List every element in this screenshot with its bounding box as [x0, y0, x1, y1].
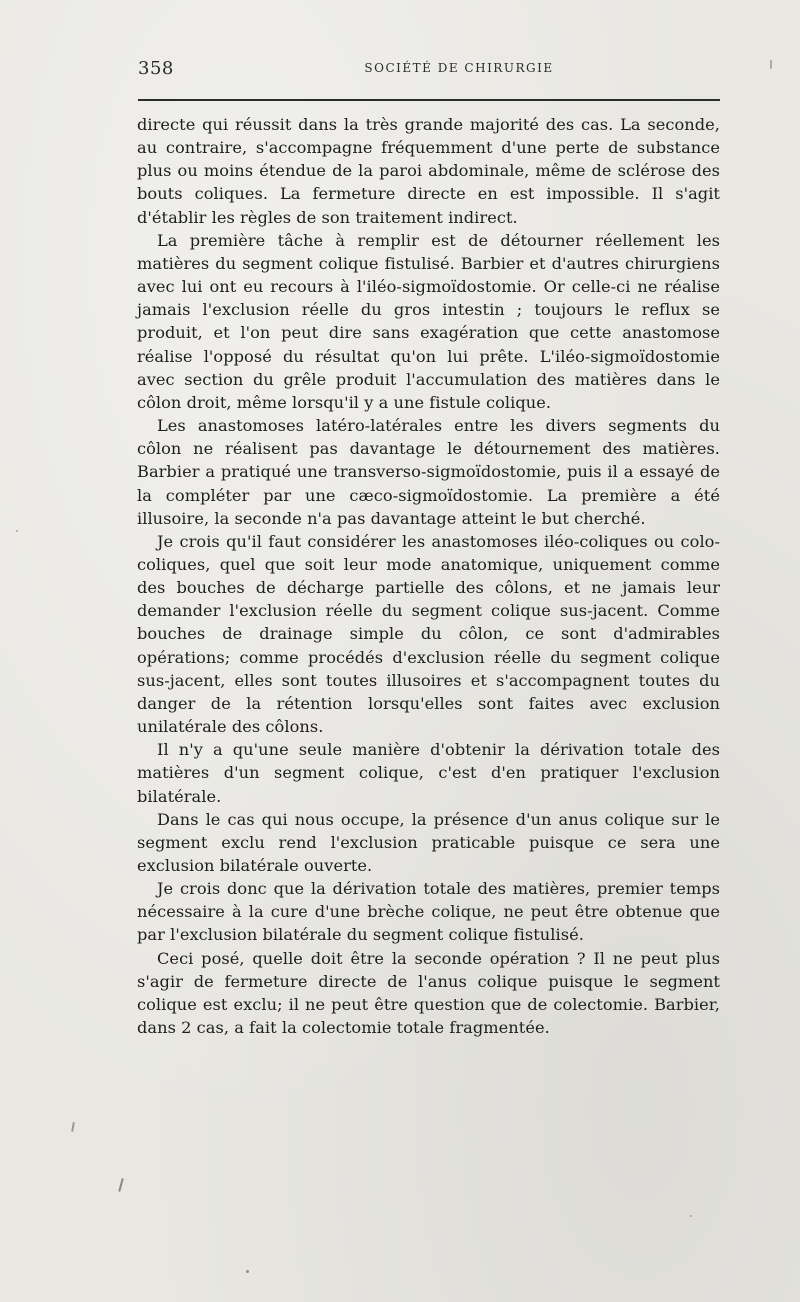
- paragraph: Dans le cas qui nous occupe, la présence d'un anus colique sur le segment exclu rend l'exclusion praticable puisque ce sera une exclusion bilatérale ouverte.: [137, 809, 720, 875]
- paper-speck: [770, 60, 772, 69]
- paper-speck: [71, 1122, 75, 1132]
- paragraph: Je crois donc que la dérivation totale des matières, premier temps nécessaire à la cure d'une brèche colique, ne peut être obtenue que par l'exclusion bilatérale du segment colique fistulisé.: [137, 879, 720, 945]
- paragraph: directe qui réussit dans la très grande majorité des cas. La seconde, au contraire, s'accompagne fréquemment d'une perte de substance plus ou moins étendue de la paroi abdominale, même de sclérose des bouts coliques. La fermeture directe en est impossible. Il s'agit d'établir les règles de son traitement indirect.: [137, 115, 720, 227]
- running-head: [138, 58, 720, 82]
- paper-speck: [246, 1270, 249, 1273]
- paper-speck: [118, 1178, 124, 1192]
- paragraph: Je crois qu'il faut considérer les anastomoses iléo-coliques ou colo-coliques, quel que soit leur mode anatomique, uniquement comme des bouches de décharge partielle des côlons, et ne jamais leur demander l'exclusion réelle du segment colique sus-jacent. Comme bouches de drainage simple du côlon, ce sont d'admirables opérations; comme procédés d'exclusion réelle du segment colique sus-jacent, elles sont toutes illusoires et s'accompagnent toutes du danger de la rétention lorsqu'elles sont faites avec exclusion unilatérale des côlons.: [137, 531, 720, 737]
- paragraph: La première tâche à remplir est de détourner réellement les matières du segment colique fistulisé. Barbier et d'autres chirurgiens avec lui ont eu recours à l'iléo-sigmoïdostomie. Or celle-ci ne réalise jamais l'exclusion réelle du gros intestin ; toujours le reflux se produit, et l'on peut dire sans exagération que cette anastomose réalise l'opposé du résultat qu'on lui prête. L'iléo-sigmoïdostomie avec section du grêle produit l'accumulation des matières dans le côlon droit, même lorsqu'il y a une fistule colique.: [137, 230, 720, 412]
- paper-speck: [16, 530, 18, 532]
- paragraph: Il n'y a qu'une seule manière d'obtenir la dérivation totale des matières d'un segment colique, c'est d'en pratiquer l'exclusion bilatérale.: [137, 740, 720, 806]
- paper-speck: [690, 1215, 692, 1217]
- body-text: [137, 113, 720, 1039]
- paragraph: Les anastomoses latéro-latérales entre les divers segments du côlon ne réalisent pas davantage le détournement des matières. Barbier a pratiqué une transverso-sigmoïdostomie, puis il a essayé de la compléter par une cæco-sigmoïdostomie. La première a été illusoire, la seconde n'a pas davantage atteint le but cherché.: [137, 416, 720, 528]
- running-title: SOCIÉTÉ DE CHIRURGIE: [364, 61, 554, 75]
- page-number: 358: [138, 58, 174, 79]
- header-rule: [138, 99, 720, 101]
- paragraph: Ceci posé, quelle doit être la seconde opération ? Il ne peut plus s'agir de fermeture directe de l'anus colique puisque le segment colique est exclu; il ne peut être question que de colectomie. Barbier, dans 2 cas, a fait la colectomie totale fragmentée.: [137, 948, 720, 1038]
